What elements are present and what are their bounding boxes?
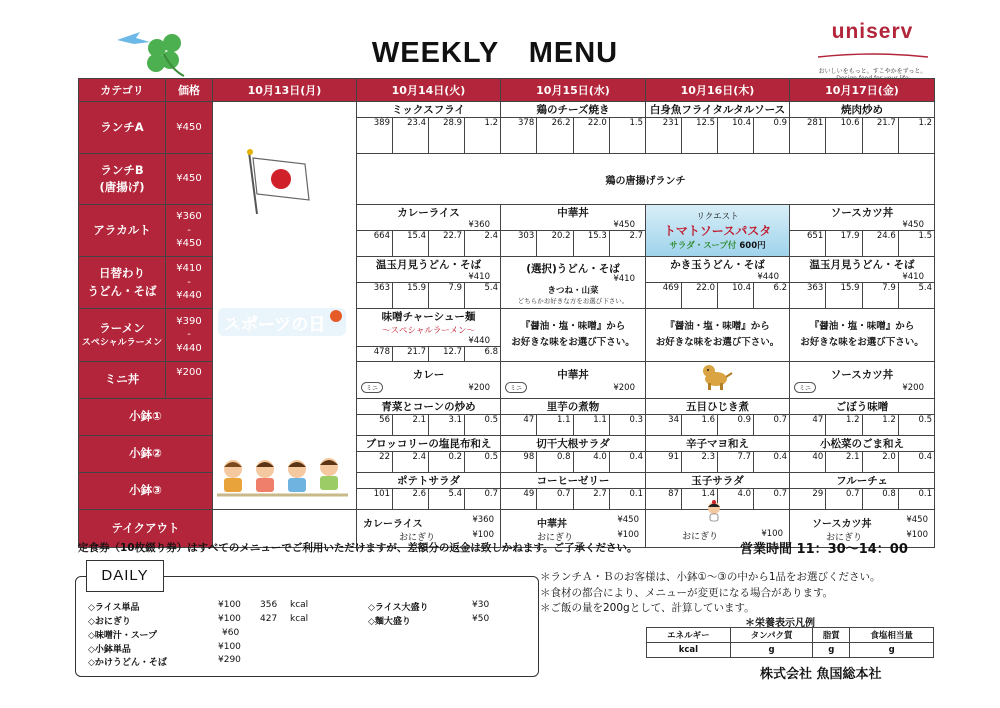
nut-protein: 0.8 <box>536 452 572 472</box>
dish-name: カレーライス <box>397 207 460 219</box>
daily-item-price: ¥100 <box>218 614 241 624</box>
daily-option-price: ¥50 <box>472 614 490 624</box>
takeout-name: ソースカツ丼 <box>812 518 872 530</box>
takeout-price: ¥450 <box>906 514 928 525</box>
category-takeout: テイクアウト <box>79 510 213 548</box>
dish-name: ソースカツ丼 <box>830 369 894 381</box>
menu-cell <box>501 362 646 399</box>
nut-salt: 0.4 <box>753 452 789 472</box>
takeout-price: ¥360 <box>472 514 494 525</box>
mini-badge: ミニ <box>794 382 816 393</box>
mini-badge: ミニ <box>505 382 527 393</box>
legend-head: 食塩相当量 <box>850 628 934 643</box>
daily-label: DAILY <box>86 560 164 592</box>
request-label: リクエスト <box>696 212 739 222</box>
nut-fat: 5.4 <box>428 489 464 509</box>
table-row <box>79 257 935 309</box>
menu-cell <box>646 436 790 473</box>
nut-kcal: 231 <box>662 118 679 128</box>
nut-salt: 0.5 <box>464 415 500 435</box>
nut-fat: 22.0 <box>573 118 609 153</box>
nut-fat: 15.3 <box>573 231 609 256</box>
dish-name: ブロッコリーの塩昆布和え <box>365 438 492 450</box>
onigiri-label: おにぎり <box>826 532 863 543</box>
nut-protein: 15.4 <box>392 231 428 256</box>
nut-kcal: 478 <box>373 347 390 357</box>
price-dash: - <box>187 224 191 236</box>
table-row <box>79 362 935 399</box>
nut-protein: 15.9 <box>392 283 428 308</box>
price-udon <box>166 257 213 309</box>
table-row <box>79 309 935 362</box>
brand-tagline: おいしいをもっと。すこやかをずっと。 <box>818 68 927 75</box>
ramen-choice-line1: 『醤油・塩・味噌』から <box>520 321 626 332</box>
nutrition-legend-title: ＊栄養表示凡例 <box>745 618 815 629</box>
category-label: ランチB <box>100 162 144 177</box>
menu-cell <box>790 205 935 257</box>
dish-note: どちらかお好きな方をお選び下さい。 <box>517 296 629 305</box>
legend-unit: g <box>813 643 850 658</box>
dish-name: 中華丼 <box>557 207 589 219</box>
nut-kcal: 651 <box>807 231 824 241</box>
takeout-price: ¥450 <box>617 514 639 525</box>
ramen-choice-line1: 『醤油・塩・味噌』から <box>809 321 915 332</box>
table-row <box>79 205 935 257</box>
nut-kcal: 22 <box>379 452 390 462</box>
header-day-fri: 10月17日(金) <box>790 79 935 102</box>
dish-name: 里芋の煮物 <box>546 401 600 413</box>
nut-fat: 0.9 <box>717 415 753 435</box>
price-lunch-a: ¥450 <box>166 102 213 154</box>
dish-sub: ～スペシャルラーメン～ <box>382 326 475 336</box>
nut-fat: 2.0 <box>862 452 898 472</box>
nut-protein: 1.4 <box>681 489 717 509</box>
legend-unit: g <box>730 643 813 658</box>
kids-illustration <box>215 455 350 500</box>
nut-kcal: 87 <box>668 489 679 499</box>
nut-salt: 2.7 <box>609 231 645 256</box>
daily-item-unit: kcal <box>290 614 309 624</box>
daily-item-name: ◇かけうどん・そば <box>88 658 167 668</box>
legend-unit: kcal <box>647 643 731 658</box>
dish-name: 焼肉炒め <box>841 104 883 116</box>
nut-salt: 6.8 <box>464 347 500 361</box>
onigiri-label: おにぎり <box>537 532 574 543</box>
category-lunch-a: ランチA <box>79 102 166 154</box>
nut-protein: 2.1 <box>825 452 861 472</box>
company-name: 株式会社 魚国総本社 <box>760 667 882 682</box>
notes-list <box>540 570 881 617</box>
menu-cell <box>790 473 935 510</box>
price-alacarte <box>166 205 213 257</box>
ramen-choice-line1: 『醤油・塩・味噌』から <box>665 321 770 332</box>
daily-item-price: ¥60 <box>222 628 240 638</box>
table-row <box>79 154 935 205</box>
lunch-b-special: 鶏の唐揚げランチ <box>357 154 935 205</box>
dish-sub: きつね・山菜 <box>547 285 599 296</box>
nut-kcal: 363 <box>373 283 390 293</box>
nut-protein: 2.6 <box>392 489 428 509</box>
dish-price: ¥450 <box>902 220 924 230</box>
nut-fat: 7.9 <box>862 283 898 308</box>
menu-cell <box>646 257 790 309</box>
menu-cell <box>501 102 646 154</box>
takeout-name: 中華丼 <box>537 518 567 530</box>
menu-cell <box>790 436 935 473</box>
uniserv-logo <box>800 20 945 82</box>
dish-name: (選択)うどん・そば <box>526 262 620 275</box>
nut-protein: 0.7 <box>825 489 861 509</box>
menu-cell <box>357 399 501 436</box>
menu-cell <box>501 257 646 309</box>
dish-name: 青菜とコーンの炒め <box>381 401 476 413</box>
japan-flag-icon <box>245 148 315 218</box>
header-day-tue: 10月14日(火) <box>357 79 501 102</box>
nut-salt: 0.7 <box>753 415 789 435</box>
nut-kcal: 56 <box>379 415 390 425</box>
daily-item-name: ◇おにぎり <box>88 617 131 627</box>
nut-protein: 10.6 <box>825 118 861 153</box>
weekly-menu-table <box>78 78 935 548</box>
request-price: 600円 <box>739 241 766 251</box>
nut-kcal: 469 <box>662 283 679 293</box>
daily-item-unit: kcal <box>290 600 309 610</box>
nut-fat: 10.4 <box>717 283 753 308</box>
nut-salt: 0.7 <box>753 489 789 509</box>
header-day-thu: 10月16日(木) <box>646 79 790 102</box>
dish-price: ¥410 <box>468 272 490 282</box>
dish-name: 温玉月見うどん・そば <box>376 259 481 271</box>
nut-protein: 1.2 <box>825 415 861 435</box>
dish-name: 辛子マヨ和え <box>686 438 749 450</box>
category-udon <box>79 257 166 309</box>
nut-fat: 24.6 <box>862 231 898 256</box>
dish-price: ¥410 <box>902 272 924 282</box>
legend-head: 脂質 <box>813 628 850 643</box>
dish-name: 中華丼 <box>557 369 589 381</box>
nut-protein: 23.4 <box>392 118 428 153</box>
header-day-wed: 10月15日(水) <box>501 79 646 102</box>
menu-cell <box>501 436 646 473</box>
nut-fat: 7.9 <box>428 283 464 308</box>
menu-cell <box>646 309 790 362</box>
nut-protein: 0.7 <box>536 489 572 509</box>
menu-cell <box>357 102 501 154</box>
ramen-choice-line2: お好きな味をお選び下さい。 <box>511 337 635 348</box>
daily-item-name: ◇小鉢単品 <box>88 645 131 655</box>
price-dash: - <box>187 329 191 341</box>
nut-protein: 2.3 <box>681 452 717 472</box>
category-kobachi-2: 小鉢② <box>79 436 213 473</box>
dish-price: ¥440 <box>468 336 490 346</box>
nut-salt: 1.2 <box>464 118 500 153</box>
daily-item-price: ¥100 <box>218 600 241 610</box>
menu-cell <box>790 362 935 399</box>
legend-unit: g <box>850 643 934 658</box>
nut-kcal: 49 <box>523 489 535 499</box>
table-row <box>79 102 935 154</box>
dish-price: ¥200 <box>613 382 635 393</box>
category-ramen <box>79 309 166 362</box>
price-minidon: ¥200 <box>166 362 213 399</box>
nut-fat: 2.7 <box>573 489 609 509</box>
mini-badge: ミニ <box>361 382 383 393</box>
nut-kcal: 664 <box>373 231 390 241</box>
legend-head-row <box>647 628 934 643</box>
dish-price: ¥200 <box>902 382 924 393</box>
nutrition-legend-table <box>646 627 934 658</box>
nut-fat: 4.0 <box>573 452 609 472</box>
dish-price: ¥360 <box>468 220 490 230</box>
legend-unit-row <box>647 643 934 658</box>
nut-kcal: 47 <box>523 415 535 425</box>
nut-kcal: 91 <box>668 452 679 462</box>
nut-kcal: 281 <box>807 118 824 128</box>
table-row <box>79 436 935 473</box>
header-day-mon: 10月13日(月) <box>213 79 357 102</box>
category-sublabel: スペシャルラーメン <box>81 337 163 348</box>
menu-cell <box>357 362 501 399</box>
nut-protein: 20.2 <box>536 231 572 256</box>
nut-salt: 0.5 <box>898 415 934 435</box>
request-banner <box>646 205 789 256</box>
dish-price: ¥410 <box>613 273 635 284</box>
clover-bird-illustration <box>112 18 212 78</box>
dish-name: 温玉月見うどん・そば <box>809 259 915 271</box>
nut-salt: 6.2 <box>753 283 789 308</box>
request-cell <box>646 205 790 257</box>
nut-protein: 2.4 <box>392 452 428 472</box>
menu-cell <box>501 309 646 362</box>
category-label: ラーメン <box>99 320 145 335</box>
nut-protein: 15.9 <box>825 283 861 308</box>
dish-price: ¥200 <box>468 382 490 393</box>
nut-salt: 0.1 <box>609 489 645 509</box>
nut-fat: 1.2 <box>862 415 898 435</box>
menu-cell <box>501 473 646 510</box>
category-label: 日替わり <box>99 266 145 281</box>
nut-salt: 5.4 <box>464 283 500 308</box>
request-dish-name: トマトソースパスタ <box>663 224 772 238</box>
nut-kcal: 98 <box>523 452 535 462</box>
brand-name: uniserv <box>831 20 914 43</box>
nut-kcal: 303 <box>518 231 535 241</box>
daily-item-kcal: 427 <box>260 614 278 624</box>
menu-cell <box>357 309 501 362</box>
daily-item-name: ◇ライス単品 <box>88 603 140 613</box>
nut-kcal: 363 <box>807 283 824 293</box>
takeout-name: カレーライス <box>363 518 423 530</box>
daily-item-kcal: 356 <box>260 600 278 610</box>
menu-cell <box>357 473 501 510</box>
price-lunch-b: ¥450 <box>166 154 213 205</box>
business-hours: 営業時間 11：30～14：00 <box>740 542 908 557</box>
onigiri-girl-illustration <box>703 500 725 522</box>
nut-salt: 0.4 <box>898 452 934 472</box>
table-row <box>79 399 935 436</box>
nut-protein: 1.1 <box>536 415 572 435</box>
nut-fat: 0.8 <box>862 489 898 509</box>
page-title: WEEKLY MENU <box>371 37 619 69</box>
nut-fat: 12.7 <box>428 347 464 361</box>
note-item: ＊ランチＡ・Ｂのお客様は、小鉢①～③の中から1品をお選びください。 <box>540 571 881 583</box>
category-minidon: ミニ丼 <box>79 362 166 399</box>
legend-head: エネルギー <box>647 628 731 643</box>
dish-name: 味噌チャーシュー麺 <box>381 311 476 323</box>
dish-name: ソースカツ丼 <box>830 207 894 219</box>
dish-name: 玉子サラダ <box>691 475 744 487</box>
daily-option-name: ◇ライス大盛り <box>368 603 429 613</box>
dish-name: コーヒーゼリー <box>536 475 610 487</box>
ramen-choice-line2: お好きな味をお選び下さい。 <box>655 337 780 348</box>
ticket-notice: 定食券（10枚綴り券）はすべてのメニューでご利用いただけますが、差額分の返金は致しかねます。ご了承ください。 <box>78 542 638 554</box>
category-kobachi-1: 小鉢① <box>79 399 213 436</box>
dish-name: 切干大根サラダ <box>536 438 610 450</box>
menu-cell <box>357 257 501 309</box>
nut-fat: 7.7 <box>717 452 753 472</box>
nut-kcal: 389 <box>373 118 390 128</box>
dish-name: フルーチェ <box>836 475 888 487</box>
nut-fat: 4.0 <box>717 489 753 509</box>
nut-salt: 0.7 <box>464 489 500 509</box>
menu-cell <box>790 309 935 362</box>
price-max: ¥450 <box>176 238 202 250</box>
table-header-row <box>79 79 935 102</box>
dish-name: ミックスフライ <box>392 104 465 116</box>
note-item: ＊ご飯の量を200gとして、計算しています。 <box>540 602 755 614</box>
request-sub: サラダ・スープ付 <box>669 241 737 251</box>
category-lunch-b <box>79 154 166 205</box>
table-row <box>79 473 935 510</box>
category-sublabel: うどん・そば <box>87 283 157 298</box>
nut-kcal: 40 <box>812 452 824 462</box>
onigiri-price: ¥100 <box>761 529 783 539</box>
nut-protein: 2.1 <box>392 415 428 435</box>
nut-protein: 22.0 <box>681 283 717 308</box>
daily-item-price: ¥290 <box>218 655 241 665</box>
menu-cell <box>501 205 646 257</box>
nut-protein: 17.9 <box>825 231 861 256</box>
category-kobachi-3: 小鉢③ <box>79 473 213 510</box>
dish-name: 鶏のチーズ焼き <box>536 104 610 116</box>
ramen-choice-line2: お好きな味をお選び下さい。 <box>800 337 924 348</box>
price-max: ¥440 <box>176 290 202 302</box>
nut-salt: 5.4 <box>898 283 934 308</box>
dish-name: かき玉うどん・そば <box>670 259 765 271</box>
dish-name: ポテトサラダ <box>397 475 460 487</box>
onigiri-label: おにぎり <box>399 532 436 543</box>
nut-kcal: 29 <box>812 489 824 499</box>
nut-protein: 21.7 <box>392 347 428 361</box>
nut-kcal: 101 <box>373 489 390 499</box>
note-item: ＊食材の都合により、メニューが変更になる場合があります。 <box>540 586 834 599</box>
menu-cell <box>357 436 501 473</box>
nut-fat: 21.7 <box>862 118 898 153</box>
nut-protein: 26.2 <box>536 118 572 153</box>
dog-illustration <box>700 361 734 391</box>
price-min: ¥390 <box>176 315 202 327</box>
dish-name: 白身魚フライタルタルソース <box>649 104 786 116</box>
dish-name: ごぼう味噌 <box>835 401 889 413</box>
nut-salt: 0.5 <box>464 452 500 472</box>
nut-salt: 0.4 <box>609 452 645 472</box>
nut-protein: 1.6 <box>681 415 717 435</box>
legend-head: タンパク質 <box>730 628 813 643</box>
nut-fat: 3.1 <box>428 415 464 435</box>
header-price: 価格 <box>166 79 213 102</box>
price-max: ¥440 <box>176 342 202 354</box>
logo-swoosh <box>813 53 933 59</box>
nut-fat: 10.4 <box>717 118 753 153</box>
nut-salt: 1.5 <box>898 231 934 256</box>
menu-cell <box>790 102 935 154</box>
menu-cell <box>357 205 501 257</box>
onigiri-label: おにぎり <box>682 532 719 542</box>
nut-kcal: 378 <box>518 118 535 128</box>
nut-fat: 1.1 <box>573 415 609 435</box>
nut-kcal: 47 <box>812 415 824 425</box>
svg-text:スポーツの日: スポーツの日 <box>224 315 326 335</box>
menu-cell <box>790 399 935 436</box>
nut-fat: 22.7 <box>428 231 464 256</box>
onigiri-price: ¥100 <box>617 529 639 540</box>
dish-name: 小松菜のごま和え <box>820 438 904 450</box>
menu-cell <box>790 257 935 309</box>
menu-cell <box>646 102 790 154</box>
nut-fat: 28.9 <box>428 118 464 153</box>
dish-price: ¥440 <box>757 272 779 282</box>
daily-option-name: ◇麺大盛り <box>368 617 411 627</box>
header-category: カテゴリ <box>79 79 166 102</box>
onigiri-price: ¥100 <box>906 529 928 540</box>
dish-price: ¥450 <box>613 220 635 230</box>
nut-protein: 12.5 <box>681 118 717 153</box>
category-sublabel: (唐揚げ) <box>99 180 145 194</box>
nut-fat: 0.2 <box>428 452 464 472</box>
nut-salt: 1.5 <box>609 118 645 153</box>
nut-salt: 0.1 <box>898 489 934 509</box>
nut-salt: 2.4 <box>464 231 500 256</box>
nut-salt: 0.9 <box>753 118 789 153</box>
dish-name: 五目ひじき煮 <box>686 401 749 413</box>
price-min: ¥410 <box>176 263 202 275</box>
nut-salt: 1.2 <box>898 118 934 153</box>
price-min: ¥360 <box>176 211 202 223</box>
onigiri-price: ¥100 <box>472 529 494 540</box>
nut-salt: 0.3 <box>609 415 645 435</box>
daily-item-name: ◇味噌汁・スープ <box>88 631 158 641</box>
menu-cell <box>501 399 646 436</box>
daily-option-price: ¥30 <box>472 600 490 610</box>
menu-cell <box>646 399 790 436</box>
price-dash: - <box>187 276 191 288</box>
dish-name: カレー <box>412 369 445 381</box>
nut-kcal: 34 <box>668 415 679 425</box>
daily-item-price: ¥100 <box>218 642 241 652</box>
category-alacarte: アラカルト <box>79 205 166 257</box>
sports-day-logo <box>218 302 346 342</box>
price-ramen <box>166 309 213 362</box>
